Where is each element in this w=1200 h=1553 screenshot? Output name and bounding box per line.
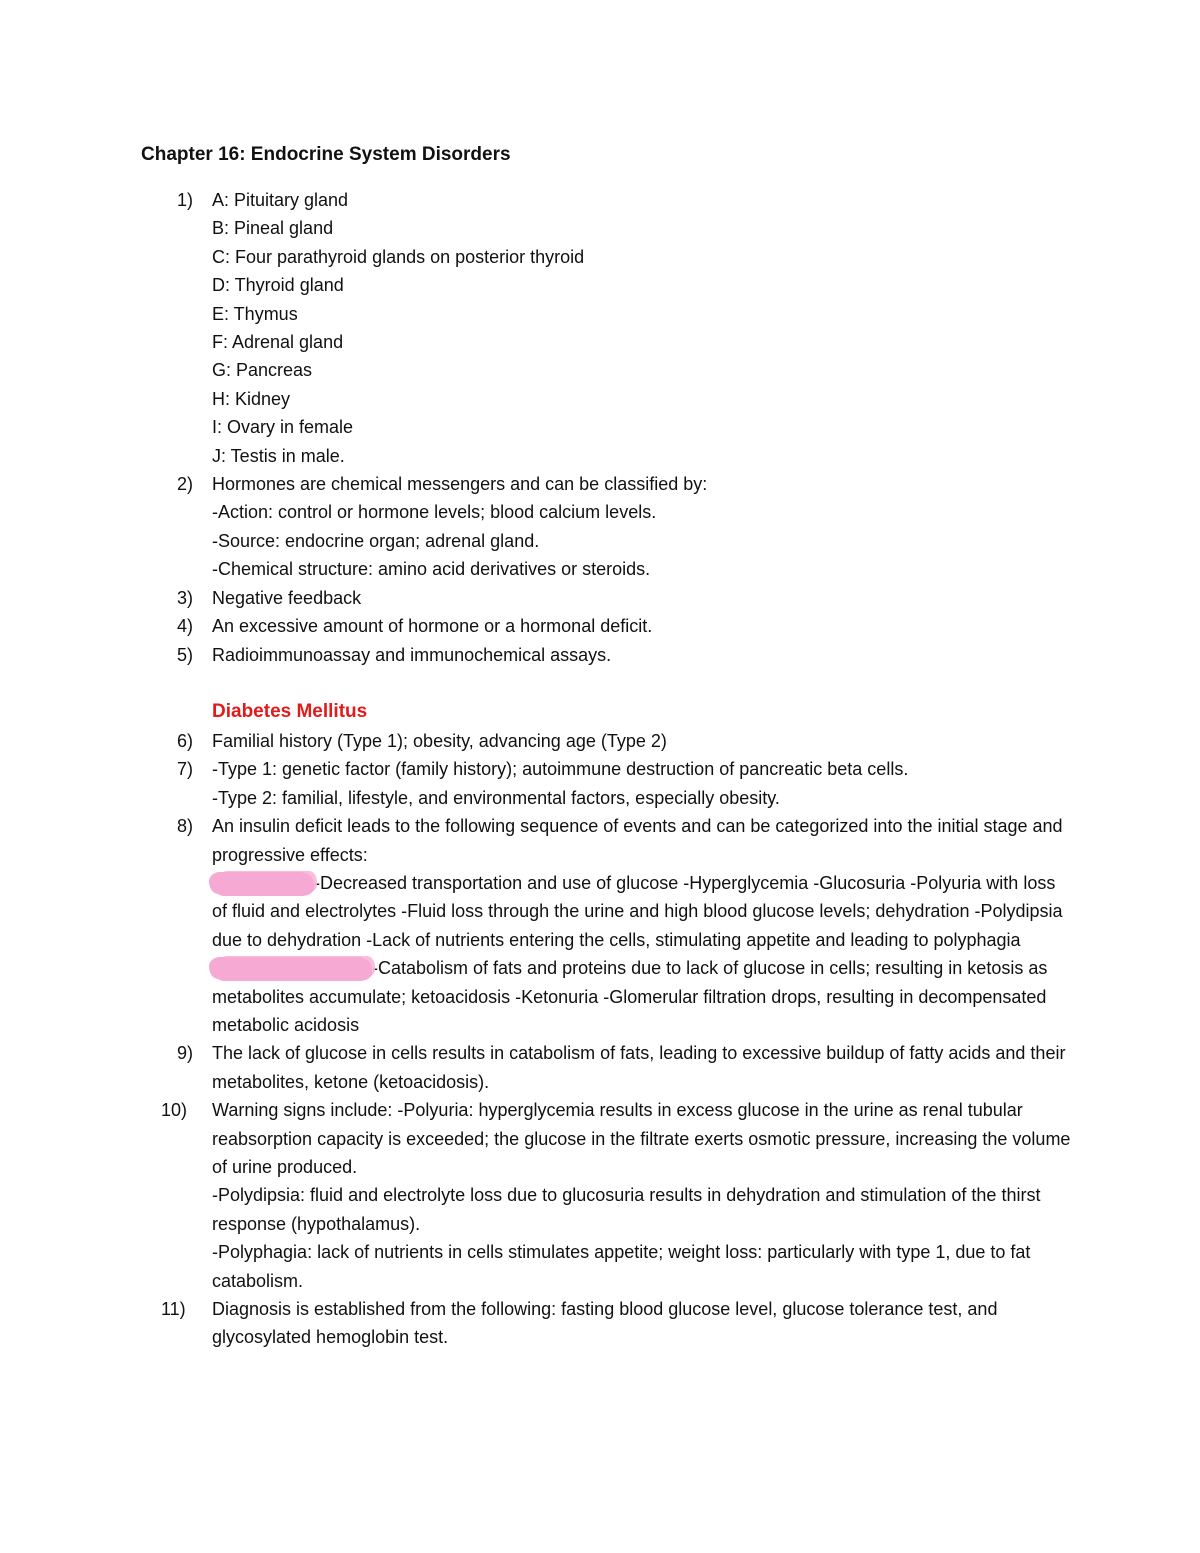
item-text: An excessive amount of hormone or a hormonal deficit. [212,616,653,637]
gland-label-b: B: Pineal gland [212,218,334,239]
gland-label-a: A: Pituitary gland [212,190,349,210]
list-item [141,727,1071,755]
item-number: 9) [177,1043,194,1064]
item-number: 3) [177,587,194,608]
list-item [141,1295,1071,1352]
list-item [141,755,1071,812]
chapter-title: Chapter 16: Endocrine System Disorders [141,144,511,165]
item-number: 1) [177,190,194,210]
gland-label-h: H: Kidney [212,388,291,409]
item-text: Negative feedback [212,587,362,608]
progressive-effects-paragraph [212,954,1071,1039]
gland-label-g: G: Pancreas [212,360,313,381]
item-subline: -Chemical structure: amino acid derivatives or steroids. [212,559,651,580]
item-text: Diagnosis is established from the following: fasting blood glucose level, glucose tolerance test, and glycosylated hemoglobin test. [212,1299,998,1348]
item-subline: -Action: control or hormone levels; blood calcium levels. [212,502,657,523]
initial-stage-text: -Decreased transportation and use of glucose -Hyperglycemia -Glucosuria -Polyuria with loss of fluid and electrolytes -Fluid loss through the urine and high blood glucose levels; dehydration -Polydipsia due to dehydration -Lack of nutrients entering the cells, stimulating appetite and leading to polyphagia [212,872,1063,950]
list-item [141,612,1071,640]
progressive-effects-text: -Catabolism of fats and proteins due to lack of glucose in cells; resulting in ketosis as metabolites accumulate; ketoacidosis -Ketonuria -Glomerular filtration drops, resulting in decompensated metabolic acidosis [212,958,1048,1035]
document-body [141,140,1071,1352]
list-item [141,584,1071,612]
item-number: 8) [177,816,194,837]
item-number: 5) [177,644,194,665]
item-text: Warning signs include: -Polyuria: hyperglycemia results in excess glucose in the urine as renal tubular reabsorption capacity is exceeded; the glucose in the filtrate exerts osmotic pressure, increasing the volume of urine produced. [212,1100,1071,1177]
item-subparagraph: -Polydipsia: fluid and electrolyte loss due to glucosuria results in dehydration and stimulation of the thirst response (hypothalamus). [212,1185,1041,1234]
item-number: 4) [177,616,194,637]
list-item [141,1096,1071,1295]
pink-highlight-scribble [212,958,370,980]
item-number: 7) [177,759,194,780]
gland-label-j: J: Testis in male. [212,445,345,466]
item-number: 10) [161,1100,188,1121]
pink-highlight-scribble [212,873,312,895]
item-text: Hormones are chemical messengers and can be classified by: [212,474,708,495]
list-item [141,470,1071,584]
initial-stage-paragraph [212,869,1071,954]
item-text: Familial history (Type 1); obesity, advancing age (Type 2) [212,730,667,751]
gland-label-c: C: Four parathyroid glands on posterior thyroid [212,246,585,267]
item-text: -Type 1: genetic factor (family history); autoimmune destruction of pancreatic beta cells. [212,759,909,780]
list-item [141,812,1071,1039]
item-text: The lack of glucose in cells results in catabolism of fats, leading to excessive buildup of fatty acids and their metabolites, ketone (ketoacidosis). [212,1043,1066,1092]
item-subline: -Source: endocrine organ; adrenal gland. [212,530,540,551]
item-subline: -Type 2: familial, lifestyle, and environmental factors, especially obesity. [212,787,780,808]
gland-label-d: D: Thyroid gland [212,275,344,296]
gland-label-e: E: Thymus [212,303,298,324]
gland-label-f: F: Adrenal gland [212,332,344,353]
item-number: 6) [177,730,194,751]
section-heading: Diabetes Mellitus [212,700,368,722]
item-number: 2) [177,474,194,495]
list-item [141,1039,1071,1096]
gland-label-i: I: Ovary in female [212,417,354,438]
item-text: Radioimmunoassay and immunochemical assays. [212,644,612,665]
item-text: An insulin deficit leads to the following sequence of events and can be categorized into the initial stage and progressive effects: [212,816,1063,865]
item-number: 11) [161,1299,186,1320]
list-item [141,186,1071,470]
list-item [141,641,1071,669]
item-subparagraph: -Polyphagia: lack of nutrients in cells stimulates appetite; weight loss: particularly with type 1, due to fat catabolism. [212,1242,1031,1291]
